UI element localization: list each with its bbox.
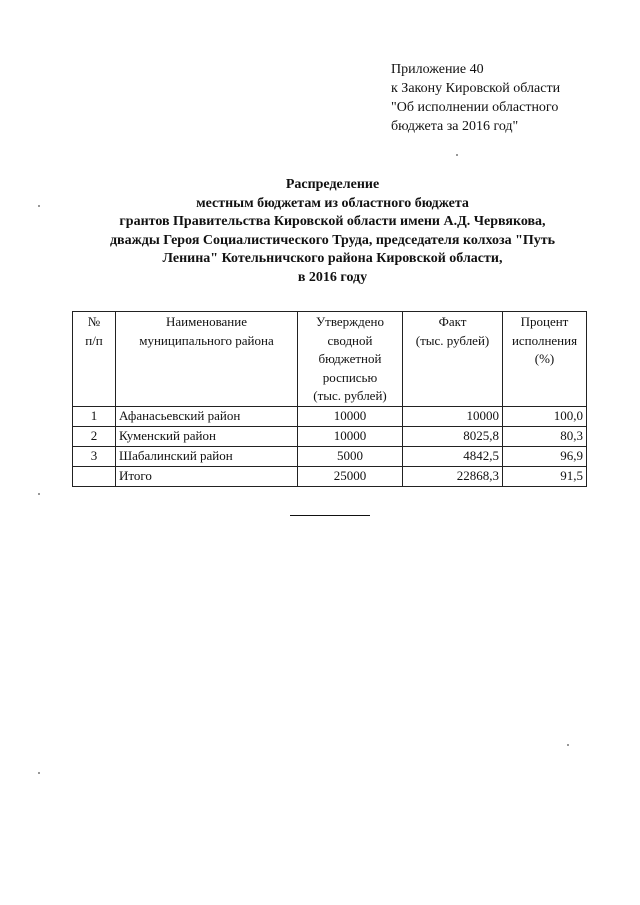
table-header-row	[73, 312, 587, 407]
header-line: (тыс. рублей)	[415, 332, 490, 348]
attachment-note	[391, 60, 621, 136]
header-line: №	[87, 314, 101, 329]
scan-speck	[38, 493, 40, 495]
distribution-table	[72, 311, 587, 487]
header-line: (%)	[534, 351, 555, 366]
header-line: п/п	[85, 332, 103, 348]
approved-total: 25000	[298, 466, 403, 486]
execution-percent: 80,3	[503, 426, 587, 446]
title-line: дважды Героя Социалистического Труда, председателя колхоза "Путь	[109, 232, 556, 248]
district-name: Афанасьевский район	[116, 406, 298, 426]
attachment-line: к Закону Кировской области	[391, 81, 561, 96]
total-label: Итого	[116, 466, 298, 486]
fact-amount: 10000	[403, 406, 503, 426]
scan-speck	[38, 772, 40, 774]
header-line: сводной	[327, 332, 373, 348]
title-line: в 2016 году	[297, 269, 368, 285]
attachment-line: бюджета за 2016 год"	[391, 119, 519, 134]
header-fact	[403, 312, 503, 407]
document-title	[60, 176, 605, 287]
district-name: Куменский район	[116, 426, 298, 446]
header-line: (тыс. рублей)	[313, 388, 387, 403]
execution-percent: 96,9	[503, 446, 587, 466]
row-number: 1	[73, 406, 116, 426]
row-number: 3	[73, 446, 116, 466]
scan-speck	[567, 744, 569, 746]
table-total-row	[73, 466, 587, 486]
row-number: 2	[73, 426, 116, 446]
fact-amount: 4842,5	[403, 446, 503, 466]
header-line: бюджетной	[318, 351, 382, 366]
title-line: Ленина" Котельничского района Кировской области,	[162, 251, 503, 266]
fact-amount: 8025,8	[403, 426, 503, 446]
percent-total: 91,5	[503, 466, 587, 486]
approved-amount: 10000	[298, 426, 403, 446]
approved-amount: 10000	[298, 406, 403, 426]
table-row	[73, 406, 587, 426]
approved-amount: 5000	[298, 446, 403, 466]
header-number	[73, 312, 116, 407]
attachment-line: "Об исполнении областного	[391, 100, 559, 115]
header-line: муниципального района	[139, 332, 274, 348]
table-row	[73, 426, 587, 446]
scan-speck	[456, 154, 458, 156]
header-line: Факт	[438, 314, 467, 329]
table-row	[73, 446, 587, 466]
district-name: Шабалинский район	[116, 446, 298, 466]
title-line: Распределение	[285, 177, 380, 192]
attachment-line: Приложение 40	[391, 62, 484, 77]
title-line: местным бюджетам из областного бюджета	[196, 195, 469, 211]
header-district-name	[116, 312, 298, 407]
header-approved	[298, 312, 403, 407]
header-line: Утверждено	[315, 314, 385, 329]
title-line: грантов Правительства Кировской области имени А.Д. Червякова,	[119, 214, 546, 229]
fact-total: 22868,3	[403, 466, 503, 486]
header-percent	[503, 312, 587, 407]
header-line: Процент	[520, 314, 569, 329]
header-line: исполнения	[511, 332, 578, 348]
execution-percent: 100,0	[503, 406, 587, 426]
row-number	[73, 466, 116, 486]
header-line: росписью	[322, 369, 378, 385]
scan-speck	[38, 205, 40, 207]
header-line: Наименование	[166, 314, 247, 329]
end-divider	[290, 515, 370, 516]
